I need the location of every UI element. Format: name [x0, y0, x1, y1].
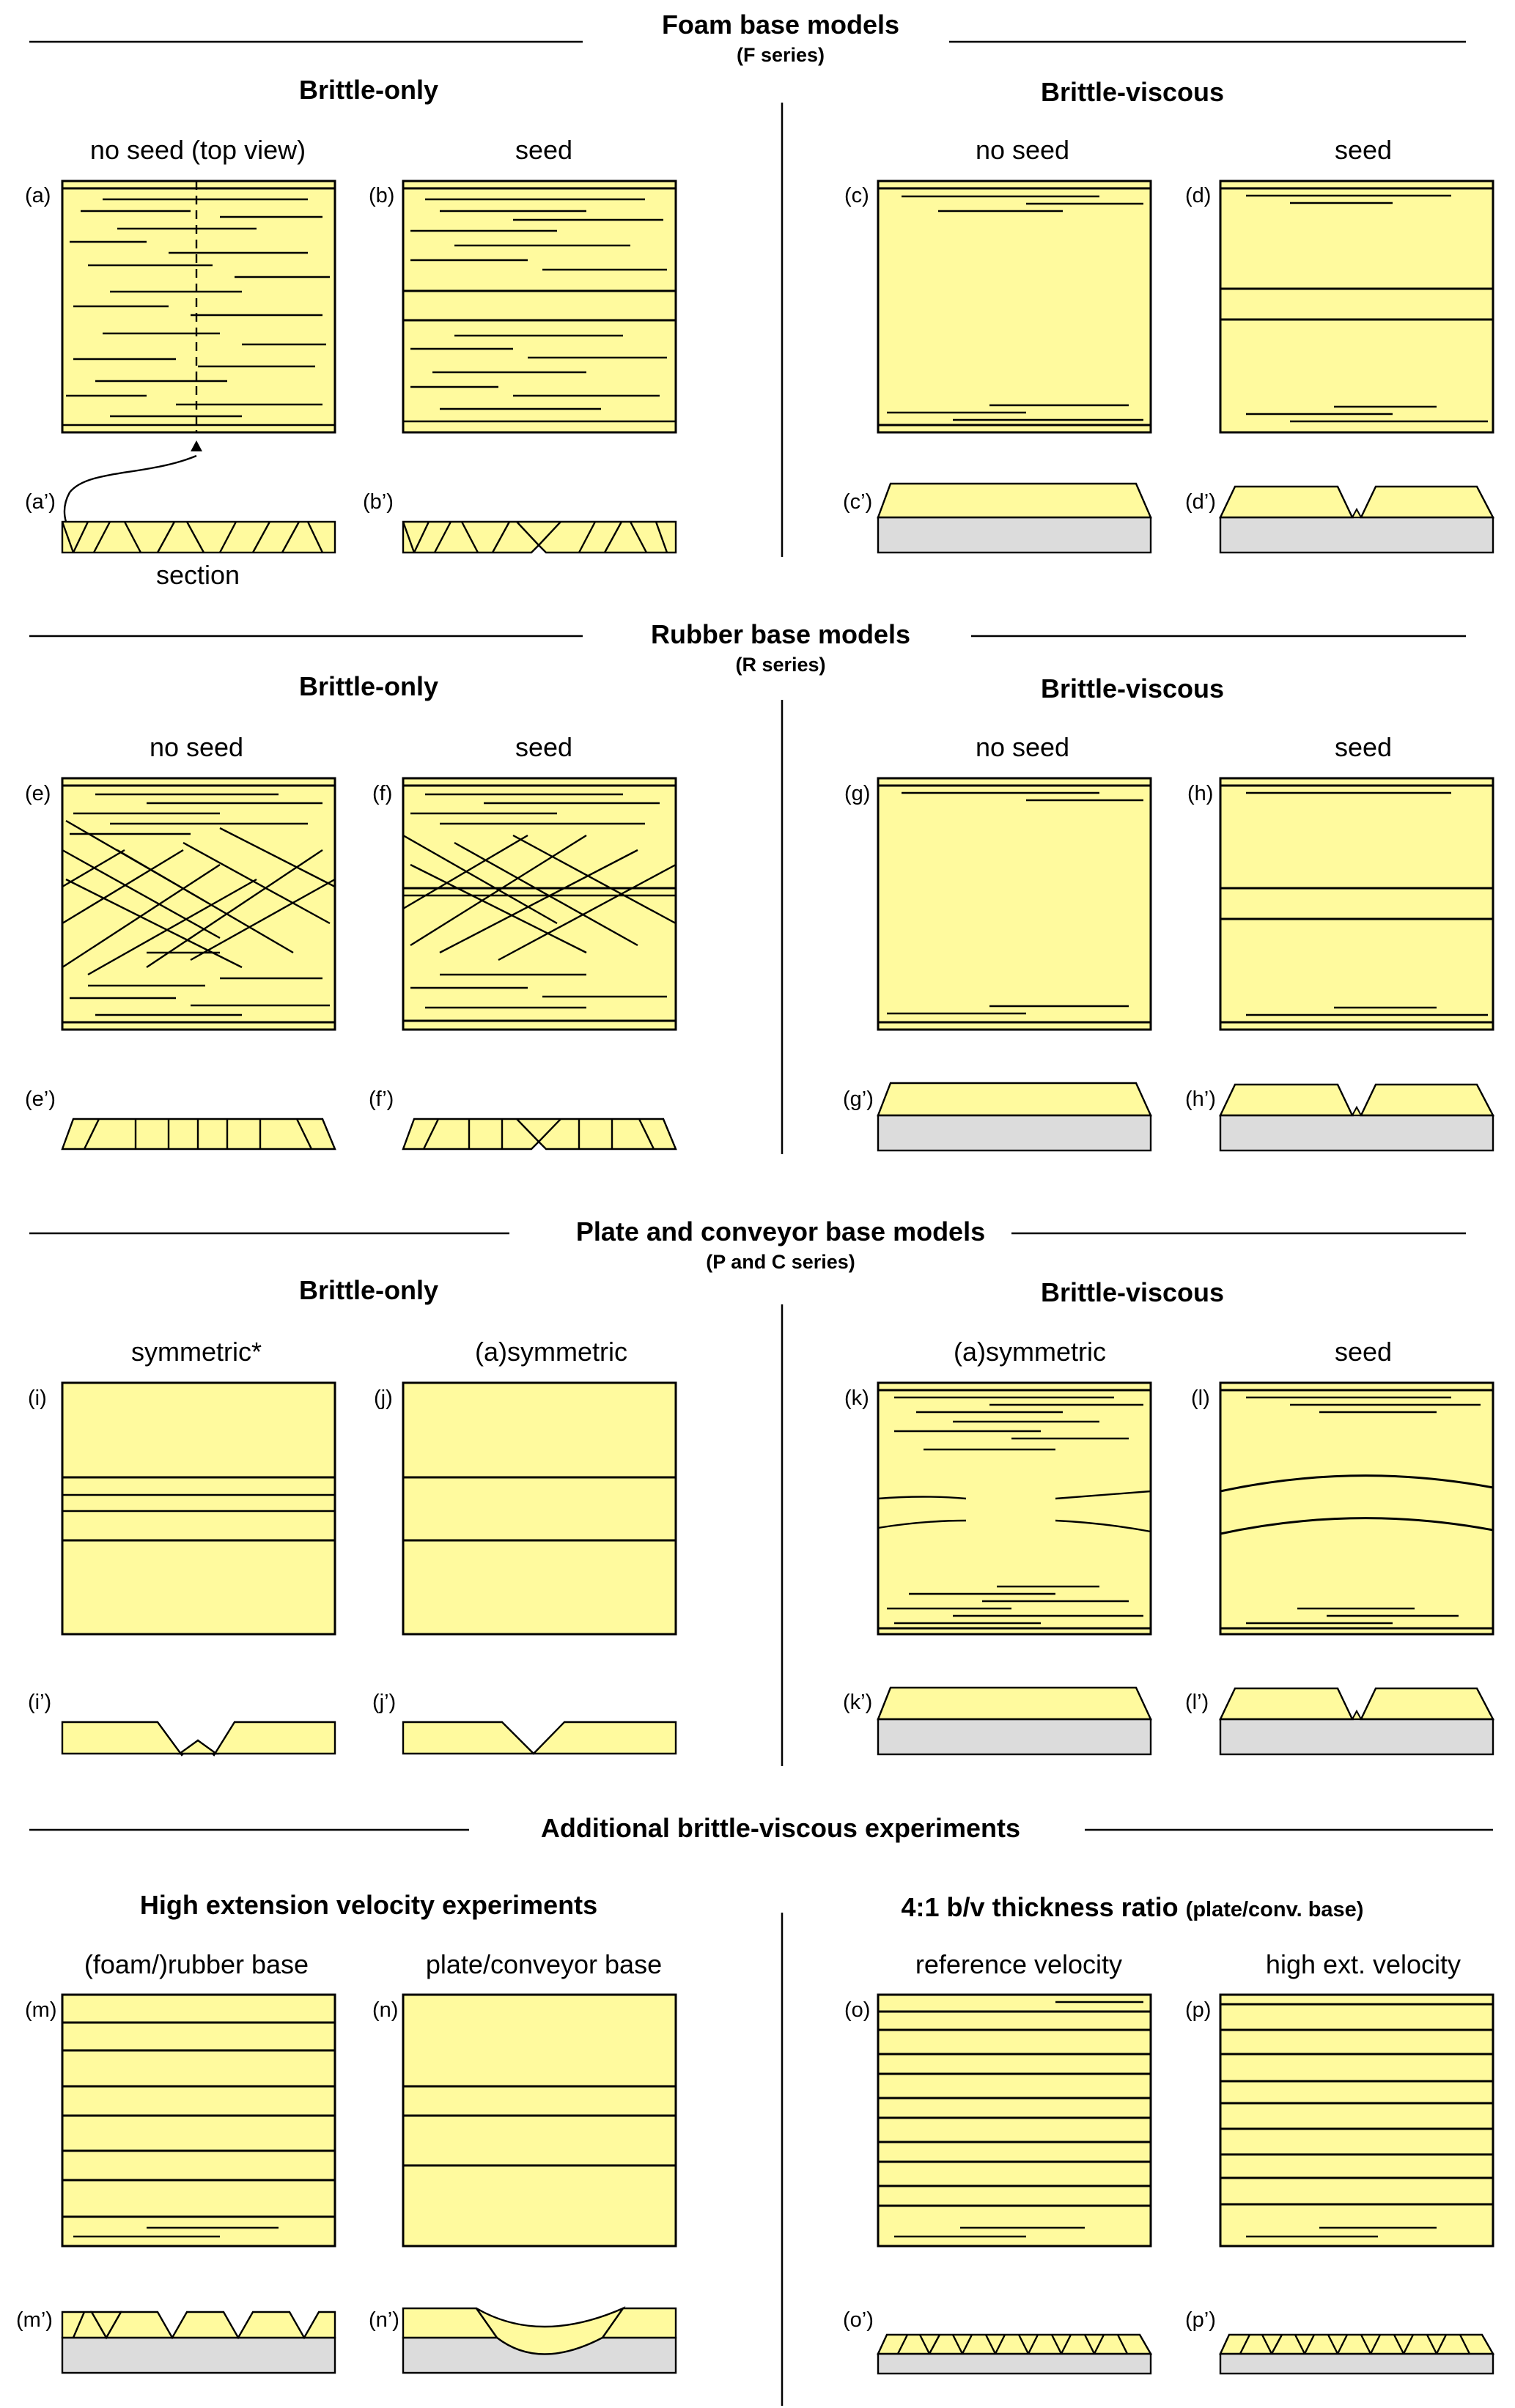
- panel-label-p2: (p’): [1185, 2308, 1216, 2332]
- col-label-l: seed: [1334, 1337, 1393, 1367]
- col-label-j: (a)symmetric: [475, 1337, 627, 1367]
- panel-p: [1220, 1995, 1493, 2246]
- section-n2: [403, 2308, 676, 2373]
- section-annotation: section: [155, 560, 240, 590]
- section-m2: [62, 2312, 335, 2373]
- subhead-viscous: Brittle-viscous: [1040, 1277, 1225, 1307]
- col-label-d: seed: [1334, 135, 1393, 165]
- panel-label-k: (k): [844, 1386, 869, 1410]
- col-label-c: no seed: [975, 135, 1070, 165]
- col-label-o: reference velocity: [915, 1949, 1123, 1979]
- series-label: (R series): [735, 654, 826, 676]
- panel-label-i2: (i’): [28, 1691, 52, 1714]
- col-label-b: seed: [515, 135, 573, 165]
- col-label-k: (a)symmetric: [954, 1337, 1106, 1367]
- section-foam: [25, 10, 1493, 590]
- panel-j: [403, 1383, 676, 1634]
- section-rubber: [25, 619, 1493, 1154]
- section-j2: [403, 1722, 676, 1754]
- col-label-p: high ext. velocity: [1265, 1949, 1461, 1979]
- panel-label-g2: (g’): [843, 1087, 874, 1111]
- panel-l: [1220, 1383, 1493, 1634]
- panel-label-h2: (h’): [1185, 1087, 1216, 1111]
- section-arrow-icon: [191, 440, 202, 451]
- panel-label-n: (n): [372, 1998, 399, 2022]
- subhead-brittle: Brittle-only: [298, 671, 439, 701]
- panel-label-l2: (l’): [1185, 1691, 1209, 1714]
- series-label: (P and C series): [706, 1251, 855, 1273]
- panel-label-e2: (e’): [25, 1087, 56, 1111]
- section-p2: [1220, 2335, 1493, 2374]
- series-label: (F series): [736, 44, 825, 66]
- panel-b: [403, 181, 676, 432]
- section-title: Rubber base models: [650, 619, 911, 649]
- panel-label-f2: (f’): [369, 1087, 394, 1111]
- panel-d: [1220, 181, 1493, 432]
- subhead-viscous: Brittle-viscous: [1040, 77, 1225, 107]
- col-label-n: plate/conveyor base: [425, 1949, 663, 1979]
- col-label-g: no seed: [975, 732, 1070, 762]
- section-h2: [1220, 1085, 1493, 1151]
- col-label-a: no seed (top view): [89, 135, 306, 165]
- panel-label-a2: (a’): [25, 490, 56, 514]
- panel-label-o2: (o’): [843, 2308, 874, 2332]
- section-g2: [878, 1083, 1151, 1151]
- panel-i: [62, 1383, 335, 1634]
- col-label-f: seed: [515, 732, 573, 762]
- section-leader-line: [64, 456, 196, 522]
- panel-label-d2: (d’): [1185, 490, 1216, 514]
- panel-label-l: (l): [1191, 1386, 1210, 1410]
- section-e2: [62, 1119, 335, 1149]
- section-d2: [1220, 487, 1493, 553]
- panel-k: [878, 1383, 1151, 1634]
- panel-label-m: (m): [25, 1998, 57, 2022]
- col-label-i: symmetric*: [131, 1337, 262, 1367]
- subhead-brittle: Brittle-only: [298, 1275, 439, 1305]
- panel-label-n2: (n’): [369, 2308, 399, 2332]
- section-o2: [878, 2335, 1151, 2374]
- section-additional: [16, 1813, 1493, 2406]
- subhead-ratio-main: 4:1 b/v thickness ratio: [901, 1892, 1179, 1922]
- section-i2: [62, 1722, 335, 1755]
- section-f2: [403, 1119, 676, 1149]
- panel-label-k2: (k’): [843, 1691, 873, 1714]
- section-l2: [1220, 1688, 1493, 1754]
- subhead-ratio: [902, 1892, 1364, 1922]
- section-title: Plate and conveyor base models: [575, 1216, 986, 1247]
- panel-m: [62, 1995, 335, 2246]
- section-c2: [878, 484, 1151, 553]
- subhead-brittle: Brittle-only: [298, 75, 439, 105]
- panel-label-h: (h): [1187, 782, 1214, 805]
- panel-label-f: (f): [372, 782, 393, 805]
- panel-c: [878, 181, 1151, 432]
- col-label-m: (foam/)rubber base: [84, 1949, 309, 1979]
- panel-label-g: (g): [844, 782, 871, 805]
- panel-label-j: (j): [374, 1386, 393, 1410]
- col-label-h: seed: [1334, 732, 1393, 762]
- subhead-high-velocity: High extension velocity experiments: [139, 1890, 598, 1920]
- panel-label-b2: (b’): [363, 490, 394, 514]
- panel-label-b: (b): [369, 184, 395, 207]
- panel-label-a: (a): [25, 184, 51, 207]
- section-a2: [62, 522, 335, 553]
- section-plate: [28, 1216, 1493, 1766]
- panel-label-c2: (c’): [843, 490, 873, 514]
- panel-label-e: (e): [25, 782, 51, 805]
- panel-label-c: (c): [844, 184, 869, 207]
- col-label-e: no seed: [149, 732, 244, 762]
- panel-h: [1220, 778, 1493, 1030]
- panel-n: [403, 1995, 676, 2246]
- section-title: Additional brittle-viscous experiments: [540, 1813, 1021, 1843]
- panel-label-j2: (j’): [372, 1691, 397, 1714]
- panel-label-p: (p): [1185, 1998, 1212, 2022]
- section-k2: [878, 1688, 1151, 1754]
- section-title: Foam base models: [661, 10, 900, 40]
- panel-label-d: (d): [1185, 184, 1212, 207]
- section-b2: [403, 522, 676, 553]
- panel-label-o: (o): [844, 1998, 871, 2022]
- panel-label-m2: (m’): [16, 2308, 53, 2332]
- panel-o: [878, 1995, 1151, 2246]
- panel-f: [403, 778, 676, 1030]
- panel-g: [878, 778, 1151, 1030]
- panel-label-i: (i): [28, 1386, 47, 1410]
- subhead-viscous: Brittle-viscous: [1040, 673, 1225, 703]
- subhead-ratio-suffix: (plate/conv. base): [1185, 1898, 1364, 1921]
